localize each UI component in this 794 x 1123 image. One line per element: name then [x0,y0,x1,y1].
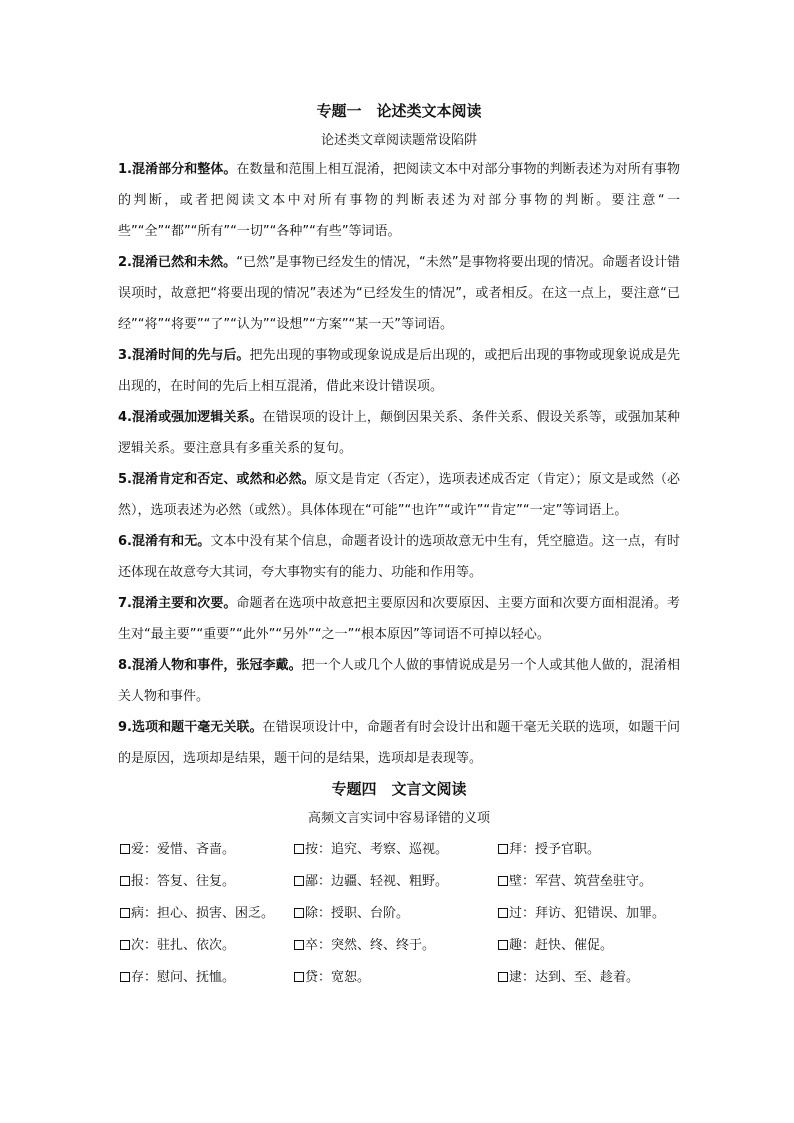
section1-subtitle: 论述类文章阅读题常设陷阱 [320,133,477,148]
checkbox-square-icon [294,972,304,982]
list-item [118,340,680,402]
checkbox-square-icon [120,908,130,918]
item-heading: 7.混淆主要和次要。 [118,596,237,611]
vocab-text: 病：担心、损害、困乏。 [131,906,275,921]
vocab-entry [120,930,235,962]
item-heading: 4.混淆或强加逻辑关系。 [118,410,263,425]
vocab-entry [120,962,235,994]
vocab-text: 鄙：边疆、轻视、粗野。 [305,874,449,889]
vocab-text: 卒：突然、终、终于。 [305,938,436,953]
vocab-text: 除：授职、台阶。 [305,906,410,921]
vocab-entry [120,834,235,866]
vocab-entry [498,930,613,962]
item-body: 把一个人或几个人做的事情说成是另一个人或其他人做的，混淆相关人物和事件。 [118,658,680,704]
list-item [118,154,680,247]
list-item [118,402,680,464]
vocab-text: 次：驻扎、依次。 [131,938,236,953]
vocab-row [118,834,680,866]
list-item [118,526,680,588]
vocab-entry [120,898,274,930]
vocab-entry [294,834,448,866]
section1-title: 专题一 论述类文本阅读 [316,102,482,120]
checkbox-square-icon [120,940,130,950]
item-heading: 6.混淆有和无。 [118,534,211,549]
item-body: “已然”是事物已经发生的情况，“未然”是事物将要出现的情况。命题者设计错误项时，故意把“将要出现的情况”表述为“已经发生的情况”，或者相反。在这一点上，要注意“已经”“将”“将要”“了”“认为”“设想”“方案”“某一天”等词语。 [118,255,680,332]
item-body: 文本中没有某个信息，命题者设计的选项故意无中生有，凭空臆造。这一点，有时还体现在故意夸大其词，夸大事物实有的能力、功能和作用等。 [118,534,680,580]
vocab-table [118,834,680,994]
vocab-entry [294,866,448,898]
list-item [118,464,680,526]
section4-title: 专题四 文言文阅读 [331,780,467,798]
item-heading: 5.混淆肯定和否定、或然和必然。 [118,472,315,487]
document-page [118,98,680,994]
section4-subtitle: 高频文言实词中容易译错的义项 [307,811,490,826]
list-item [118,712,680,774]
checkbox-square-icon [498,876,508,886]
checkbox-square-icon [498,972,508,982]
vocab-entry [498,866,652,898]
vocab-entry [294,898,409,930]
checkbox-square-icon [498,908,508,918]
vocab-text: 拜：授予官职。 [509,842,601,857]
item-body: 在数量和范围上相互混淆，把阅读文本中对部分事物的判断表述为对所有事物的判断，或者把阅读文本中对所有事物的判断表述为对部分事物的判断。要注意“一些”“全”“都”“所有”“一切”“各种”“有些”等词语。 [118,162,680,239]
vocab-text: 壁：军营、筑营垒驻守。 [509,874,653,889]
vocab-row [118,898,680,930]
checkbox-square-icon [294,876,304,886]
item-heading: 2.混淆已然和未然。 [118,255,237,270]
list-item [118,247,680,340]
checkbox-square-icon [294,940,304,950]
checkbox-square-icon [294,844,304,854]
checkbox-square-icon [120,972,130,982]
vocab-entry [294,962,370,994]
item-heading: 1.混淆部分和整体。 [118,162,237,177]
vocab-text: 贷：宽恕。 [305,970,371,985]
checkbox-square-icon [294,908,304,918]
checkbox-square-icon [498,940,508,950]
vocab-text: 趣：赶快、催促。 [509,938,614,953]
list-item [118,650,680,712]
section1-item-list [118,154,680,774]
item-body: 把先出现的事物或现象说成是后出现的，或把后出现的事物或现象说成是先出现的，在时间的先后上相互混淆，借此来设计错误项。 [118,348,680,394]
list-item [118,588,680,650]
vocab-entry [498,962,639,994]
vocab-text: 报：答复、往复。 [131,874,236,889]
vocab-entry [294,930,435,962]
item-heading: 8.混淆人物和事件，张冠李戴。 [118,658,302,673]
item-heading: 3.混淆时间的先与后。 [118,348,250,363]
vocab-row [118,962,680,994]
checkbox-square-icon [120,844,130,854]
vocab-text: 按：追究、考察、巡视。 [305,842,449,857]
vocab-text: 存：慰问、抚恤。 [131,970,236,985]
vocab-entry [120,866,235,898]
item-body: 在错误项的设计上，颠倒因果关系、条件关系、假设关系等，或强加某种逻辑关系。要注意具有多重关系的复句。 [118,410,680,456]
vocab-row [118,930,680,962]
vocab-entry [498,898,665,930]
vocab-text: 过：拜访、犯错误、加罪。 [509,906,666,921]
checkbox-square-icon [120,876,130,886]
vocab-text: 逮：达到、至、趁着。 [509,970,640,985]
vocab-text: 爱：爱惜、吝啬。 [131,842,236,857]
vocab-entry [498,834,600,866]
item-body: 原文是肯定（否定），选项表述成否定（肯定）；原文是或然（必然），选项表述为必然（或然）。具体体现在“可能”“也许”“或许”“肯定”“一定”等词语上。 [118,472,680,518]
item-body: 在错误项设计中，命题者有时会设计出和题干毫无关联的选项，如题干问的是原因，选项却是结果，题干问的是结果，选项却是表现等。 [118,720,680,766]
item-heading: 9.选项和题干毫无关联。 [118,720,263,735]
vocab-row [118,866,680,898]
checkbox-square-icon [498,844,508,854]
item-body: 命题者在选项中故意把主要原因和次要原因、主要方面和次要方面相混淆。考生对“最主要”“重要”“此外”“另外”“之一”“根本原因”等词语不可掉以轻心。 [118,596,680,642]
